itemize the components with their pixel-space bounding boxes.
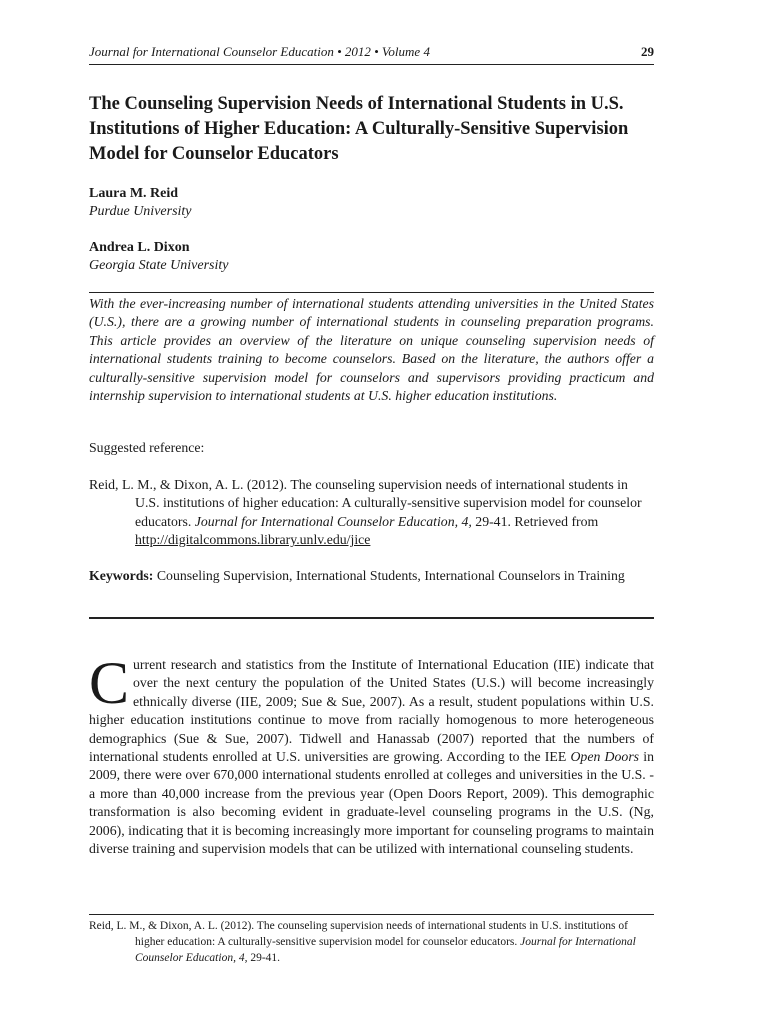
footer-text: Reid, L. M., & Dixon, A. L. (2012). The counseling supervision needs of international students in U.S. institutions of higher education: A culturally-sensitive supervision model for counselor educators.: [89, 920, 628, 948]
footer-journal: Journal for International Counselor Education, 4,: [135, 936, 636, 964]
journal-running-title: Journal for International Counselor Education • 2012 • Volume 4: [89, 44, 430, 59]
reference-url-link[interactable]: http://digitalcommons.library.unlv.edu/jice: [135, 532, 371, 548]
suggested-reference-label: Suggested reference:: [89, 440, 205, 455]
author-name: Andrea L. Dixon: [89, 240, 190, 255]
reference-journal: Journal for International Counselor Education, 4,: [194, 513, 472, 529]
body-text-part-2: in 2009, there were over 670,000 international students enrolled at colleges and universities in the U.S. - a more than 40,000 increase from the previous year (Open Doors Report, 2009). This demographic transformation is also becoming evident in graduate-level counseling programs in the U.S. (Ng, 2006), indicating that it is becoming increasingly more important for counseling programs to maintain diverse training and supervision models that can be utilized with international counseling students.: [89, 749, 654, 857]
reference-pages: 29-41. Retrieved from: [471, 513, 599, 529]
page-number: 29: [641, 44, 654, 59]
body-text-part-1: urrent research and statistics from the Institute of International Education (IIE) indicate that over the next century the population of the United States (U.S.) will become increasingly ethnically diverse (IIE, 2009; Sue & Sue, 2007). As a result, student populations within U.S. higher education institutions continue to move from racially homogenous to more heterogeneous demographics (Sue & Sue, 2007). Tidwell and Hanassab (2007) reported that the numbers of international students enrolled at U.S. universities are growing. According to the IEE: [89, 657, 654, 765]
body-paragraph: [89, 650, 654, 858]
keywords-text: Counseling Supervision, International Students, International Counselors in Training: [153, 568, 625, 583]
author-block-1: [89, 185, 192, 221]
keywords: [89, 567, 654, 585]
body-italic-open-doors: Open Doors: [570, 749, 640, 765]
drop-cap: C: [89, 650, 130, 716]
footer-citation: [89, 918, 654, 966]
running-header: [89, 44, 654, 65]
author-block-2: [89, 239, 228, 275]
section-divider: [89, 617, 654, 619]
author-affiliation: Purdue University: [89, 204, 192, 219]
keywords-label: Keywords:: [89, 568, 154, 583]
article-title: The Counseling Supervision Needs of International Students in U.S. Institutions of Higher Education: A Culturally-Sensitive Supervision Model for Counselor Educators: [89, 94, 629, 164]
footer-pages: 29-41.: [247, 952, 281, 964]
author-affiliation: Georgia State University: [89, 258, 229, 273]
suggested-reference: [89, 476, 654, 550]
abstract: With the ever-increasing number of international students attending universities in the United States (U.S.), there are a growing number of international students in counseling preparation programs. This article provides an overview of the literature on unique counseling supervision needs of international students training to become counselors. Based on the literature, the authors offer a culturally-sensitive supervision model for counselors and supervisors providing practicum and internship supervision to international students at U.S. higher education institutions.: [89, 292, 654, 405]
footer-divider: [89, 914, 654, 915]
author-name: Laura M. Reid: [89, 186, 179, 201]
reference-text: Reid, L. M., & Dixon, A. L. (2012). The counseling supervision needs of international students in U.S. institutions of higher education: A culturally-sensitive supervision model for counselor educators.: [89, 477, 642, 529]
